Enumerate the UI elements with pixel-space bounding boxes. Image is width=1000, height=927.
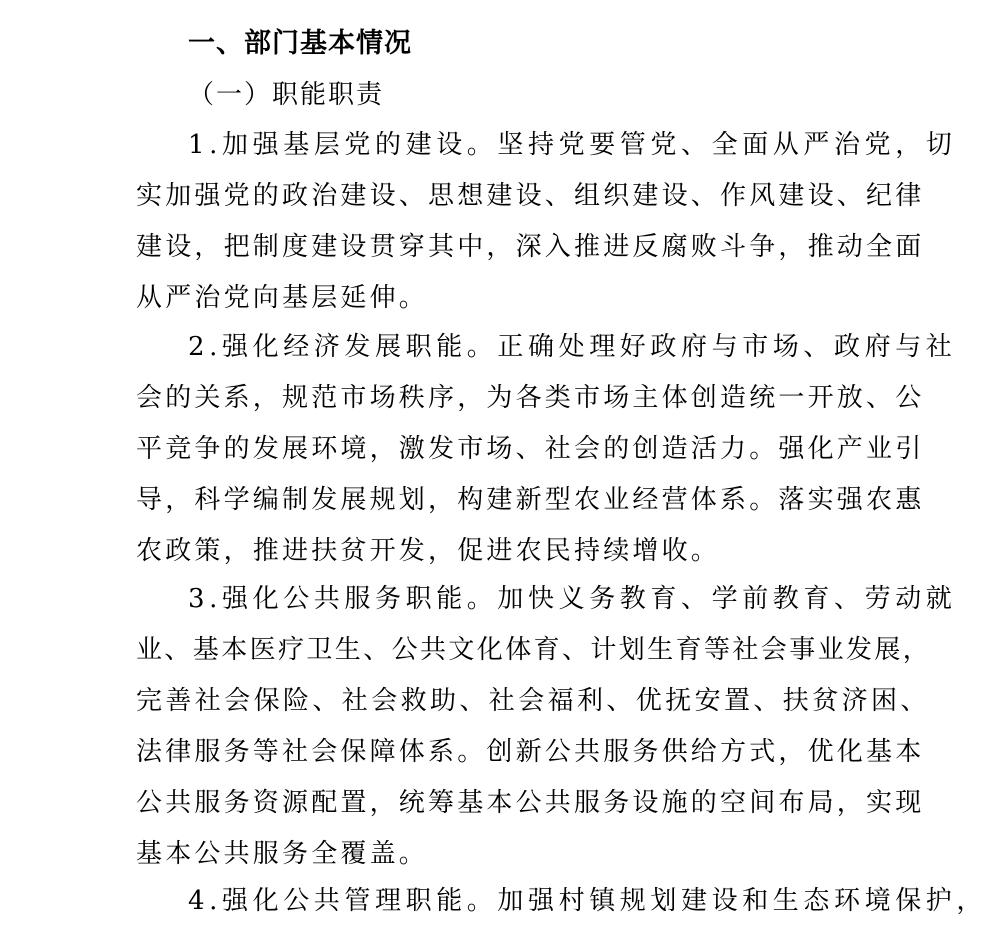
paragraph-1 — [136, 120, 957, 324]
paragraph-line: 农政策，推进扶贫开发，促进农民持续增收。 — [136, 536, 721, 566]
paragraph-line: 基本公共服务全覆盖。 — [136, 839, 429, 869]
paragraph-line: 业、基本医疗卫生、公共文化体育、计划生育等社会事业发展， — [136, 635, 932, 665]
section-heading: 一、部门基本情况 — [188, 28, 412, 59]
paragraph-line: 会的关系，规范市场秩序，为各类市场主体创造统一开放、公 — [136, 383, 925, 413]
paragraph-line: 2.强化经济发展职能。正确处理好政府与市场、政府与社 — [188, 332, 957, 362]
paragraph-4 — [136, 876, 988, 927]
paragraph-line: 建设，把制度建设贯穿其中，深入推进反腐败斗争，推动全面 — [136, 232, 925, 262]
paragraph-line: 4.强化公共管理职能。加强村镇规划建设和生态环境保护， — [188, 886, 988, 916]
paragraph-line: 公共服务资源配置，统筹基本公共服务设施的空间布局，实现 — [136, 788, 925, 818]
paragraph-line: 完善社会保险、社会救助、社会福利、优抚安置、扶贫济困、 — [136, 686, 930, 716]
paragraph-line: 实加强党的政治建设、思想建设、组织建设、作风建设、纪律 — [136, 181, 925, 211]
subsection-heading: （一）职能职责 — [188, 80, 385, 110]
paragraph-2 — [136, 322, 957, 577]
paragraph-line: 法律服务等社会保障体系。创新公共服务供给方式，优化基本 — [136, 737, 925, 767]
paragraph-3 — [136, 574, 957, 880]
paragraph-line: 导，科学编制发展规划，构建新型农业经营体系。落实强农惠 — [136, 485, 925, 515]
paragraph-line: 从严治党向基层延伸。 — [136, 283, 429, 313]
paragraph-line: 3.强化公共服务职能。加快义务教育、学前教育、劳动就 — [188, 584, 957, 614]
paragraph-line: 平竞争的发展环境，激发市场、社会的创造活力。强化产业引 — [136, 434, 925, 464]
paragraph-line: 1.加强基层党的建设。坚持党要管党、全面从严治党，切 — [188, 130, 957, 160]
